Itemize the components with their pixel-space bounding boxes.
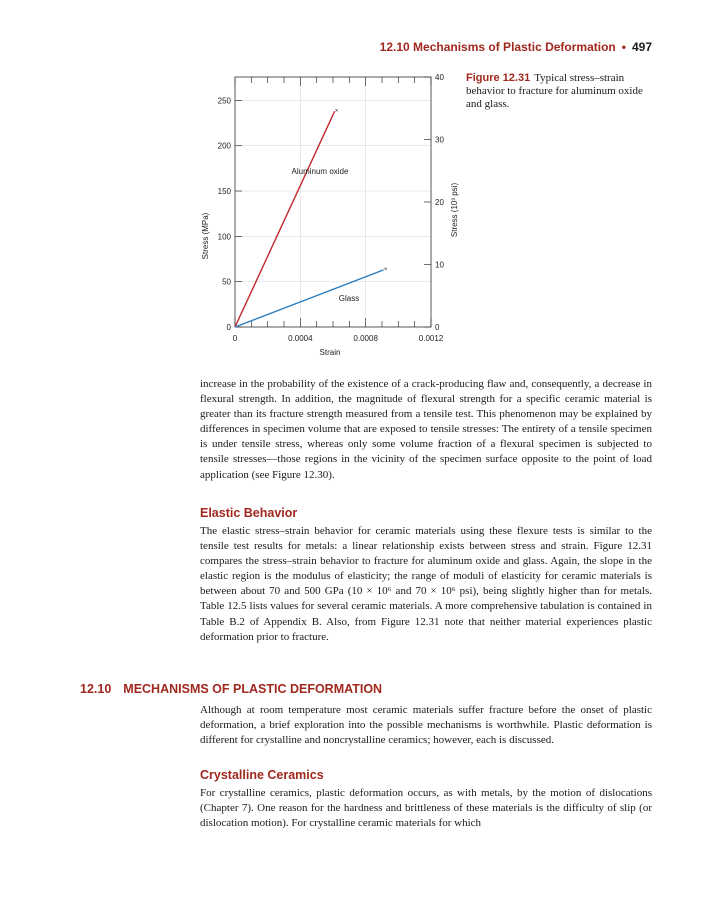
chart-tick-labels [218,73,445,343]
running-head [300,40,652,54]
body-paragraph-mechanisms: Although at room temperature most ceramic materials suffer fracture before the onset of plastic deformation, a brief exploration into the possible mechanisms is worthwhile. Plastic deformation is different for crystalline and noncrystalline ceramics; however, each is discussed. [200,704,652,747]
y-tick-label-left: 50 [222,277,231,287]
y-tick-label-left: 200 [217,141,231,151]
x-axis-label: Strain [319,348,341,357]
heading-crystalline-ceramics: Crystalline Ceramics [200,768,324,782]
y-tick-label-right: 30 [435,135,444,145]
body-paragraph-elastic: The elastic stress–strain behavior for ceramic materials using these flexure tests is similar to the tensile test results for metals: a linear relationship exists between stress and strain. Figure 12.31 compares the stress–strain behavior to fracture for aluminum oxide and glass. Again, the slope in the elastic region is the modulus of elasticity; the range of moduli of elasticity for ceramic materials is between about 70 and 500 GPa (10 × 10⁶ and 70 × 10⁶ psi), being slightly higher than for metals. Table 12.5 lists values for several ceramic materials. A more comprehensive tabulation is contained in Table B.2 of Appendix B. Also, from Figure 12.31 note that neither material experiences plastic deformation prior to fracture. [200,525,652,643]
section-heading [80,682,382,696]
y-axis-label-right: Stress (10³ psi) [450,182,459,238]
y-tick-label-left: 0 [226,323,231,332]
x-tick-label: 0.0012 [418,334,444,343]
running-head-section: 12.10 Mechanisms of Plastic Deformation [379,40,616,54]
y-tick-label-right: 40 [435,73,444,82]
stress-strain-chart [180,62,470,362]
fracture-marker-glass: × [383,266,388,273]
y-tick-label-right: 0 [435,323,440,332]
y-tick-label-left: 250 [217,96,231,106]
series-label-aluminum-oxide: Aluminum oxide [291,167,349,176]
x-tick-label: 0 [232,334,238,343]
y-tick-label-right: 10 [435,260,444,270]
running-head-separator: • [621,40,626,54]
section-number: 12.10 [80,682,112,696]
series-label-glass: Glass [338,294,360,303]
body-paragraph-flexural: increase in the probability of the existence of a crack-producing flaw and, consequently, a decrease in flexural strength. In addition, the magnitude of flexural strength for a specific ceramic material is greater than its fracture strength measured from a tensile test. This phenomenon may be explained by differences in specimen volume that are exposed to tensile stresses: The entirety of a tensile specimen is under tensile stress, whereas only some volume fraction of a flexural specimen is subjected to tensile stresses—those regions in the vicinity of the specimen surface opposite to the point of load application (see Figure 12.30). [200,378,652,481]
y-tick-label-left: 150 [217,187,231,197]
section-title: MECHANISMS OF PLASTIC DEFORMATION [123,682,383,696]
heading-elastic-behavior: Elastic Behavior [200,506,298,520]
y-axis-label-left: Stress (MPa) [201,212,210,260]
y-tick-label-left: 100 [217,232,231,242]
x-tick-label: 0.0008 [353,334,378,343]
page-number: 497 [631,40,652,54]
y-tick-label-right: 20 [435,198,444,207]
figure-label: Figure 12.31 [466,72,531,84]
figure-caption-text: Typical stress–strain behavior to fracture for aluminum oxide and glass. [466,72,643,110]
chart-series [235,108,388,327]
body-paragraph-crystalline: For crystalline ceramics, plastic deformation occurs, as with metals, by the motion of dislocations (Chapter 7). One reason for the hardness and brittleness of these materials is the difficulty of slip (or dislocation motion). For crystalline ceramic materials for which [200,787,652,830]
x-tick-label: 0.0004 [288,334,313,343]
fracture-marker-aluminum-oxide: × [334,108,339,115]
figure-caption [466,72,656,111]
